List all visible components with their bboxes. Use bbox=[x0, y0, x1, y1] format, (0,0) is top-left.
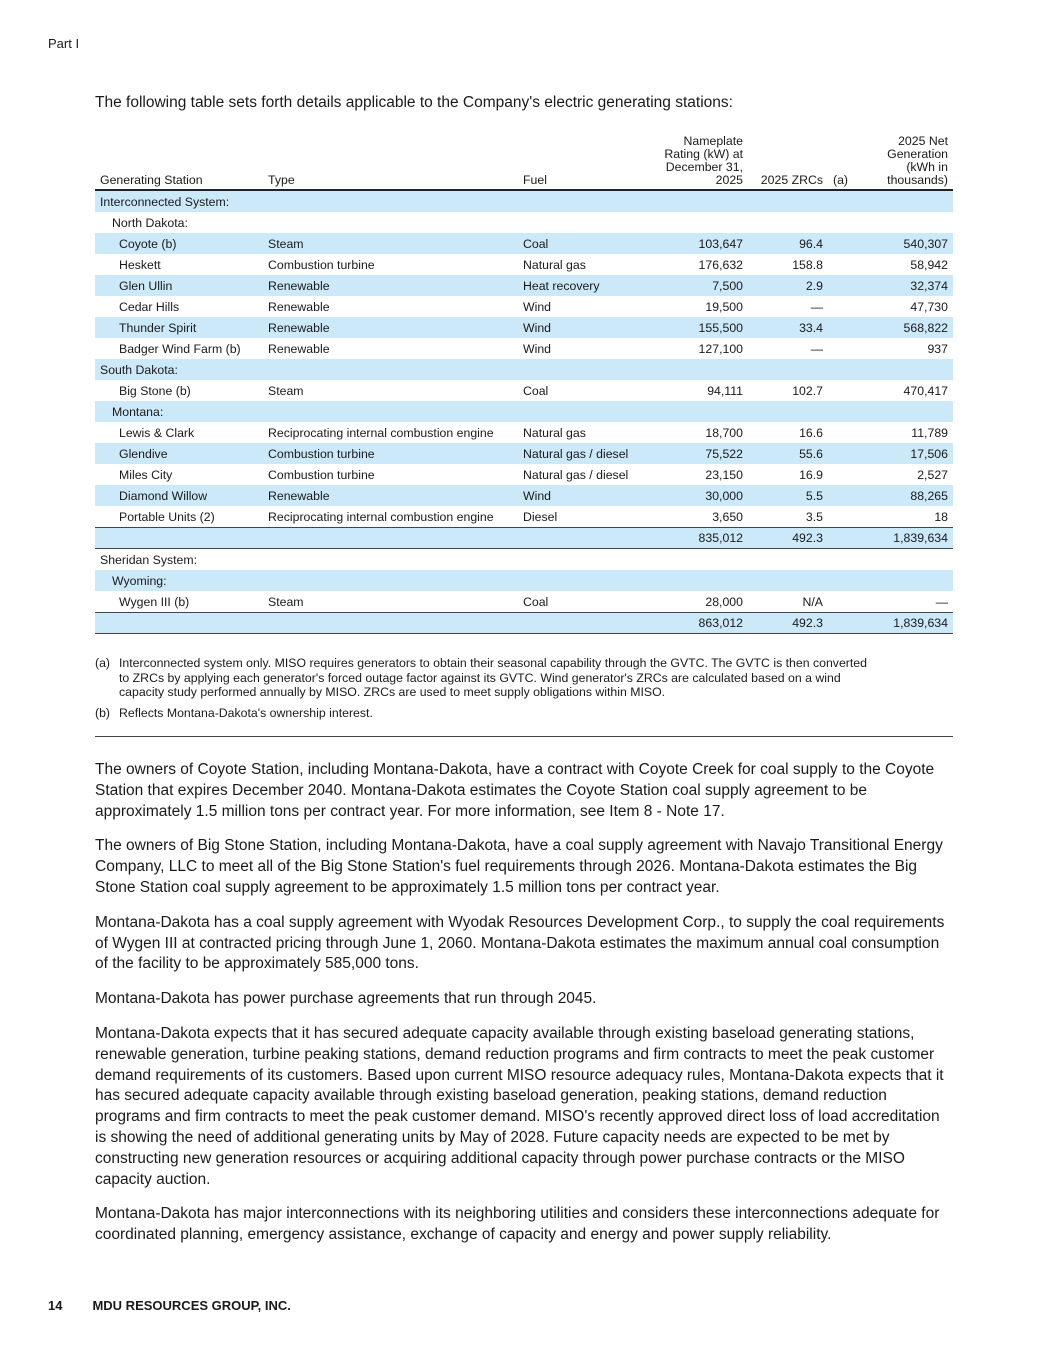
rating-cell bbox=[646, 190, 748, 212]
group-header-row bbox=[95, 549, 953, 571]
fuel-cell: Natural gas / diesel bbox=[523, 467, 629, 482]
table-row bbox=[95, 233, 953, 254]
fuel-cell: Coal bbox=[523, 236, 549, 251]
paragraph: Montana-Dakota has a coal supply agreement with Wyodak Resources Development Corp., to supply the coal requirements of Wygen III at contracted pricing through June 1, 2060. Montana-Dakota estimates the maximum annual coal consumption of the facility to be approximately 585,000 tons. bbox=[95, 913, 945, 973]
zrc-cell: N/A bbox=[802, 594, 823, 609]
zrc-cell: 55.6 bbox=[799, 446, 823, 461]
footnote-text: Interconnected system only. MISO requires generators to obtain their seasonal capability through the GVTC. The GVTC is then converted to ZRCs by applying each generator's forced outage factor against its GVTC. Wind generator's ZRCs are calculated based on a wind capacity study performed annually by MISO. ZRCs are used to meet supply obligations within MISO. bbox=[119, 656, 867, 699]
group-header-row bbox=[95, 570, 953, 591]
page-number: 14 bbox=[48, 1298, 63, 1313]
rating-cell bbox=[646, 401, 748, 422]
fuel-cell: Natural gas bbox=[523, 257, 586, 272]
company-name: MDU RESOURCES GROUP, INC. bbox=[92, 1298, 291, 1313]
rating-cell: 835,012 bbox=[646, 528, 748, 549]
zrc-cell bbox=[748, 212, 828, 233]
note-cell bbox=[828, 549, 860, 571]
paragraph: Montana-Dakota has major interconnections with its neighboring utilities and considers these interconnections adequate for coordinated planning, emergency assistance, exchange of capacity and energy and power supply reliability. bbox=[95, 1205, 940, 1244]
footnote-key: (a) bbox=[95, 656, 111, 670]
rating-cell: 863,012 bbox=[646, 613, 748, 634]
generation-cell: 17,506 bbox=[910, 446, 948, 461]
note-cell bbox=[828, 338, 860, 359]
generation-cell: 937 bbox=[927, 341, 948, 356]
type-cell bbox=[263, 359, 518, 380]
station-cell: Wygen III (b) bbox=[119, 594, 190, 609]
station-cell: Big Stone (b) bbox=[119, 383, 191, 398]
zrc-cell: 102.7 bbox=[792, 383, 823, 398]
group-header-row bbox=[95, 359, 953, 380]
note-cell bbox=[828, 485, 860, 506]
rating-cell: 127,100 bbox=[698, 341, 743, 356]
fuel-cell: Heat recovery bbox=[523, 278, 600, 293]
station-cell bbox=[95, 528, 263, 549]
station-cell: Badger Wind Farm (b) bbox=[119, 341, 241, 356]
rating-cell: 23,150 bbox=[705, 467, 743, 482]
zrc-cell bbox=[748, 549, 828, 571]
type-cell: Renewable bbox=[268, 299, 330, 314]
rating-cell: 75,522 bbox=[705, 446, 743, 461]
fuel-cell: Wind bbox=[523, 341, 552, 356]
table-row bbox=[95, 422, 953, 443]
fuel-cell: Natural gas bbox=[523, 425, 586, 440]
fuel-cell: Coal bbox=[523, 594, 549, 609]
col-rating: Nameplate Rating (kW) at December 31, 2025 bbox=[646, 132, 748, 190]
note-cell bbox=[828, 528, 860, 549]
zrc-cell: 96.4 bbox=[799, 236, 823, 251]
rating-cell bbox=[646, 570, 748, 591]
note-cell bbox=[828, 254, 860, 275]
type-cell: Combustion turbine bbox=[268, 446, 375, 461]
zrc-cell: 492.3 bbox=[748, 613, 828, 634]
generation-cell: 540,307 bbox=[903, 236, 948, 251]
station-cell: Glendive bbox=[119, 446, 168, 461]
type-cell: Reciprocating internal combustion engine bbox=[268, 509, 494, 524]
zrc-cell: 16.9 bbox=[799, 467, 823, 482]
generation-cell bbox=[860, 359, 953, 380]
footnotes bbox=[95, 656, 953, 737]
generation-cell: 1,839,634 bbox=[860, 613, 953, 634]
fuel-cell bbox=[518, 190, 646, 212]
type-cell: Reciprocating internal combustion engine bbox=[268, 425, 494, 440]
col-fuel: Fuel bbox=[518, 132, 646, 190]
station-cell: Coyote (b) bbox=[119, 236, 177, 251]
station-cell: Glen Ullin bbox=[119, 278, 173, 293]
fuel-cell: Wind bbox=[523, 299, 552, 314]
footnote-text: Reflects Montana-Dakota's ownership interest. bbox=[119, 705, 373, 720]
type-cell bbox=[263, 570, 518, 591]
rating-cell: 103,647 bbox=[698, 236, 743, 251]
zrc-cell: — bbox=[810, 299, 823, 314]
type-cell bbox=[263, 613, 518, 634]
table-row bbox=[95, 506, 953, 528]
station-cell: North Dakota: bbox=[112, 215, 188, 230]
table-header-row bbox=[95, 132, 953, 190]
col-zrcs: 2025 ZRCs bbox=[748, 132, 828, 190]
rating-cell: 3,650 bbox=[712, 509, 743, 524]
type-cell: Combustion turbine bbox=[268, 467, 375, 482]
part-label: Part I bbox=[48, 36, 80, 51]
generation-cell: 568,822 bbox=[903, 320, 948, 335]
type-cell: Steam bbox=[268, 236, 304, 251]
generation-cell: — bbox=[935, 594, 948, 609]
note-cell bbox=[828, 296, 860, 317]
station-cell bbox=[95, 613, 263, 634]
group-header-row bbox=[95, 212, 953, 233]
type-cell: Renewable bbox=[268, 488, 330, 503]
rating-cell bbox=[646, 549, 748, 571]
rating-cell: 28,000 bbox=[705, 594, 743, 609]
generation-cell: 1,839,634 bbox=[860, 528, 953, 549]
generating-stations-table bbox=[95, 132, 953, 634]
table-row bbox=[95, 296, 953, 317]
note-cell bbox=[828, 422, 860, 443]
zrc-cell: 33.4 bbox=[799, 320, 823, 335]
note-cell bbox=[828, 233, 860, 254]
rating-cell: 176,632 bbox=[698, 257, 743, 272]
type-cell bbox=[263, 190, 518, 212]
group-header-row bbox=[95, 401, 953, 422]
table-row bbox=[95, 317, 953, 338]
type-cell bbox=[263, 549, 518, 571]
col-type: Type bbox=[263, 132, 518, 190]
paragraph: The owners of Coyote Station, including Montana-Dakota, have a contract with Coyote Creek for coal supply to the Coyote Station that expires December 2040. Montana-Dakota estimates the Coyote Station coal supply agreement to be approximately 1.5 million tons per contract year. For more information, see Item 8 - Note 17. bbox=[95, 761, 935, 820]
station-cell: Cedar Hills bbox=[119, 299, 180, 314]
note-cell bbox=[828, 401, 860, 422]
station-cell: Sheridan System: bbox=[100, 552, 198, 567]
generation-cell: 11,789 bbox=[911, 425, 948, 440]
footnote-a bbox=[95, 656, 953, 700]
zrc-cell: 3.5 bbox=[805, 509, 823, 524]
generation-cell bbox=[860, 549, 953, 571]
zrc-cell: 5.5 bbox=[805, 488, 823, 503]
type-cell: Combustion turbine bbox=[268, 257, 375, 272]
paragraph: The owners of Big Stone Station, including Montana-Dakota, have a coal supply agreement with Navajo Transitional Energy Company, LLC to meet all of the Big Stone Station's fuel requirements through 2026. Montana-Dakota estimates the Big Stone Station coal supply agreement to be approximately 1.5 million tons per contract year. bbox=[95, 837, 943, 896]
table-row bbox=[95, 380, 953, 401]
col-station: Generating Station bbox=[95, 132, 263, 190]
note-cell bbox=[828, 570, 860, 591]
generation-cell: 88,265 bbox=[910, 488, 948, 503]
zrc-cell: 158.8 bbox=[792, 257, 823, 272]
zrc-cell bbox=[748, 401, 828, 422]
table-row bbox=[95, 464, 953, 485]
fuel-cell bbox=[518, 549, 646, 571]
note-cell bbox=[828, 464, 860, 485]
generation-cell: 32,374 bbox=[910, 278, 948, 293]
generation-cell: 470,417 bbox=[903, 383, 948, 398]
generation-cell: 47,730 bbox=[910, 299, 948, 314]
station-cell: Diamond Willow bbox=[119, 488, 208, 503]
note-cell bbox=[828, 212, 860, 233]
body-text bbox=[95, 760, 955, 1260]
fuel-cell bbox=[518, 570, 646, 591]
total-row bbox=[95, 613, 953, 634]
type-cell: Renewable bbox=[268, 341, 330, 356]
footnote-key: (b) bbox=[95, 705, 111, 720]
fuel-cell bbox=[518, 613, 646, 634]
note-cell bbox=[828, 380, 860, 401]
fuel-cell: Natural gas / diesel bbox=[523, 446, 629, 461]
table-intro: The following table sets forth details applicable to the Company's electric generating stations: bbox=[95, 94, 733, 111]
note-cell bbox=[828, 359, 860, 380]
generation-cell: 2,527 bbox=[917, 467, 948, 482]
fuel-cell bbox=[518, 212, 646, 233]
zrc-cell bbox=[748, 359, 828, 380]
fuel-cell: Wind bbox=[523, 320, 552, 335]
generation-cell bbox=[860, 212, 953, 233]
type-cell: Renewable bbox=[268, 278, 330, 293]
zrc-cell bbox=[748, 570, 828, 591]
type-cell bbox=[263, 528, 518, 549]
zrc-cell: — bbox=[810, 341, 823, 356]
note-cell bbox=[828, 275, 860, 296]
generation-cell: 58,942 bbox=[910, 257, 948, 272]
type-cell: Steam bbox=[268, 383, 304, 398]
station-cell: Portable Units (2) bbox=[119, 509, 215, 524]
rating-cell: 18,700 bbox=[705, 425, 743, 440]
type-cell: Renewable bbox=[268, 320, 330, 335]
note-cell bbox=[828, 613, 860, 634]
col-net-generation: 2025 Net Generation (kWh in thousands) bbox=[860, 132, 953, 190]
note-cell bbox=[828, 591, 860, 613]
total-row bbox=[95, 528, 953, 549]
note-cell bbox=[828, 317, 860, 338]
note-cell bbox=[828, 506, 860, 528]
rating-cell: 94,111 bbox=[707, 383, 743, 398]
station-cell: Heskett bbox=[119, 257, 161, 272]
type-cell: Steam bbox=[268, 594, 304, 609]
generation-cell bbox=[860, 401, 953, 422]
zrc-cell: 16.6 bbox=[799, 425, 823, 440]
fuel-cell bbox=[518, 528, 646, 549]
fuel-cell bbox=[518, 359, 646, 380]
fuel-cell: Diesel bbox=[523, 509, 558, 524]
zrc-cell: 492.3 bbox=[748, 528, 828, 549]
station-cell: Wyoming: bbox=[112, 573, 167, 588]
note-cell bbox=[828, 443, 860, 464]
fuel-cell bbox=[518, 401, 646, 422]
footnote-b bbox=[95, 706, 953, 721]
page-footer bbox=[48, 1298, 321, 1313]
station-cell: Lewis & Clark bbox=[119, 425, 195, 440]
station-cell: Montana: bbox=[112, 404, 164, 419]
rating-cell: 7,500 bbox=[712, 278, 743, 293]
table-row bbox=[95, 485, 953, 506]
type-cell bbox=[263, 212, 518, 233]
rating-cell: 155,500 bbox=[698, 320, 743, 335]
station-cell: Thunder Spirit bbox=[119, 320, 197, 335]
group-header-row bbox=[95, 190, 953, 212]
rating-cell: 30,000 bbox=[705, 488, 743, 503]
type-cell bbox=[263, 401, 518, 422]
zrc-cell: 2.9 bbox=[805, 278, 823, 293]
generation-cell bbox=[860, 570, 953, 591]
table-row bbox=[95, 338, 953, 359]
zrc-cell bbox=[748, 190, 828, 212]
station-cell: South Dakota: bbox=[100, 362, 178, 377]
rating-cell: 19,500 bbox=[705, 299, 743, 314]
paragraph: Montana-Dakota has power purchase agreements that run through 2045. bbox=[95, 990, 597, 1008]
note-cell bbox=[828, 190, 860, 212]
station-cell: Interconnected System: bbox=[100, 194, 230, 209]
generation-cell bbox=[860, 190, 953, 212]
col-zrcs-note: (a) bbox=[828, 132, 860, 190]
rating-cell bbox=[646, 212, 748, 233]
table-row bbox=[95, 591, 953, 613]
fuel-cell: Wind bbox=[523, 488, 552, 503]
table-row bbox=[95, 275, 953, 296]
fuel-cell: Coal bbox=[523, 383, 549, 398]
paragraph: Montana-Dakota expects that it has secured adequate capacity available through existing baseload generating stations, renewable generation, turbine peaking stations, demand reduction programs and firm contracts to meet the peak customer demand requirements of its customers. Based upon current MISO resource adequacy rules, Montana-Dakota expects that it has secured adequate capacity available through existing baseload generation, peaking stations, demand reduction programs and firm contracts to meet the peak customer demand. MISO's recently approved direct loss of load accreditation is showing the need of additional generating units by May of 2028. Future capacity needs are expected to be met by constructing new generation resources or acquiring additional capacity through power purchase contracts or the MISO capacity auction. bbox=[95, 1024, 944, 1188]
table-row bbox=[95, 254, 953, 275]
table-row bbox=[95, 443, 953, 464]
station-cell: Miles City bbox=[119, 467, 173, 482]
generation-cell: 18 bbox=[934, 509, 948, 524]
rating-cell bbox=[646, 359, 748, 380]
